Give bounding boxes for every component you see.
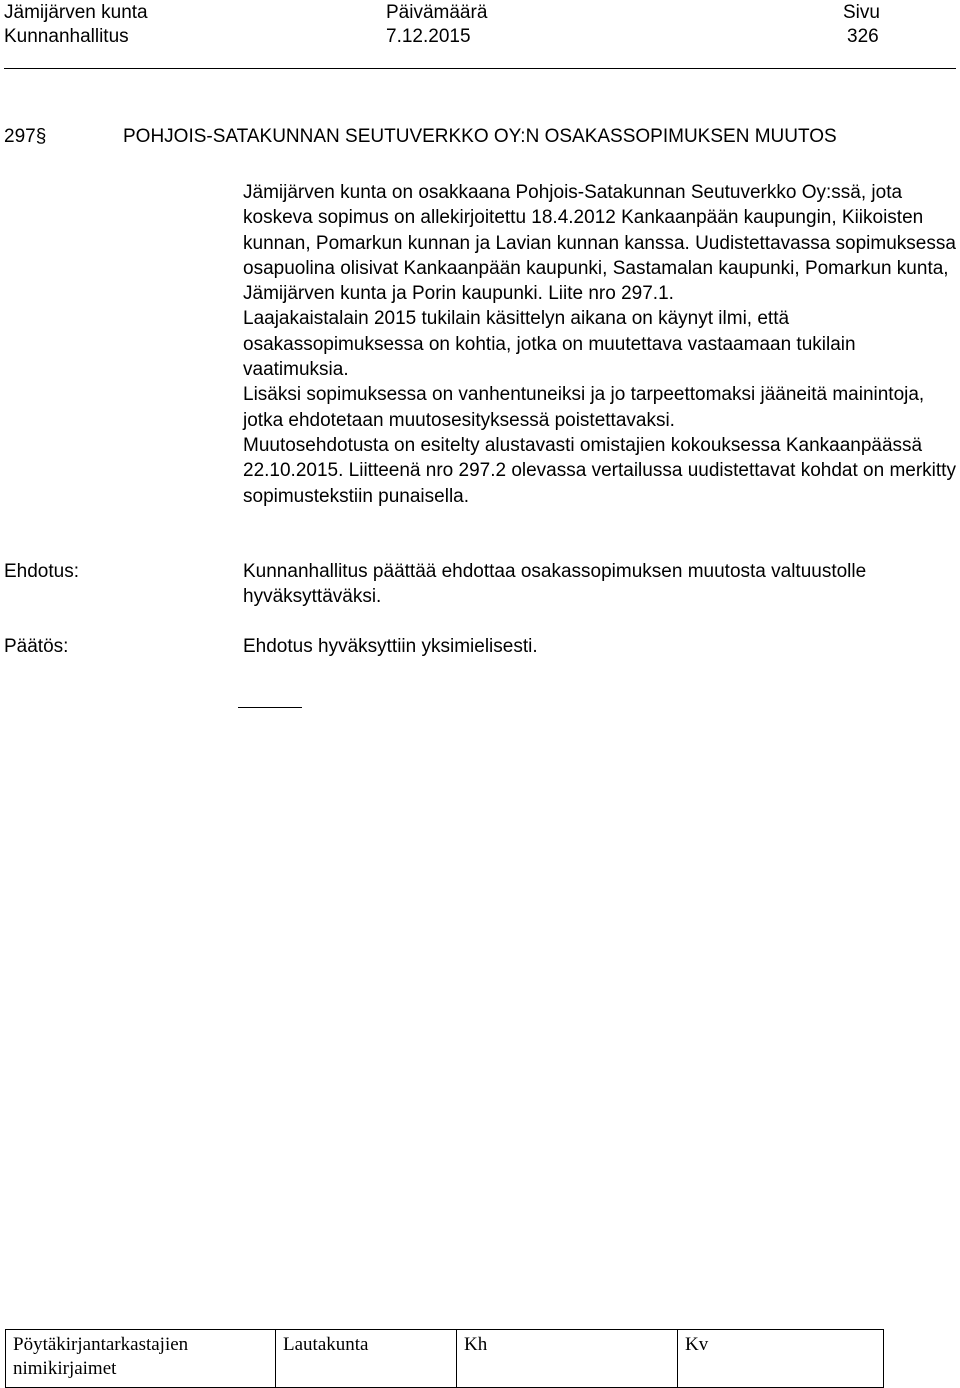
header-municipality: Jämijärven kunta: [4, 2, 148, 23]
header-body: Kunnanhallitus: [4, 26, 129, 47]
paragraph: Muutosehdotusta on esitelty alustavasti omistajien kokouksessa Kankaanpäässä 22.10.2015. Liitteenä nro 297.2 olevassa vertailussa uudistettavat kohdat on merkitty sopimustekstiin punaisella.: [243, 434, 956, 507]
header-date-label: Päivämäärä: [386, 2, 488, 23]
proposal-label: Ehdotus:: [4, 561, 79, 582]
decision-text: Ehdotus hyväksyttiin yksimielisesti.: [243, 636, 538, 657]
decision-label: Päätös:: [4, 636, 69, 657]
paragraph: Laajakaistalain 2015 tukilain käsittelyn aikana on käynyt ilmi, että osakassopimuksessa on kohtia, jotka on muutettava vastaamaan tukilain vaatimuksia.: [243, 308, 856, 381]
header-date: 7.12.2015: [386, 26, 471, 47]
footer-row: [6, 1330, 884, 1388]
section-sign: §: [35, 126, 47, 147]
body-text: [243, 180, 958, 509]
header-divider: [4, 68, 956, 69]
footer-signature-table: [5, 1329, 884, 1388]
item-title: POHJOIS-SATAKUNNAN SEUTUVERKKO OY:N OSAKASSOPIMUKSEN MUUTOS: [123, 126, 837, 147]
footer-board-cell: Lautakunta: [276, 1330, 457, 1388]
item-number: 297: [4, 126, 36, 147]
proposal-text: Kunnanhallitus päättää ehdottaa osakassopimuksen muutosta valtuustolle hyväksyttäväksi.: [243, 561, 867, 608]
footer-kh-cell: Kh: [457, 1330, 678, 1388]
header-page-number: 326: [847, 26, 879, 47]
paragraph: Lisäksi sopimuksessa on vanhentuneiksi ja jo tarpeettomaksi jääneitä mainintoja, jotka ehdotetaan muutosesityksessä poistettavaksi.: [243, 384, 925, 431]
end-rule: [238, 707, 302, 708]
footer-inspectors-cell: Pöytäkirjantarkastajien nimikirjaimet: [6, 1330, 276, 1388]
footer-kv-cell: Kv: [678, 1330, 884, 1388]
paragraph: Jämijärven kunta on osakkaana Pohjois-Satakunnan Seutuverkko Oy:ssä, jota koskeva sopimus on allekirjoitettu 18.4.2012 Kankaanpään kaupungin, Kiikoisten kunnan, Pomarkun kunnan ja Lavian kunnan kanssa. Uudistettavassa sopimuksessa osapuolina olisivat Kankaanpään kaupunki, Sastamalan kaupunki, Pomarkun kunta, Jämijärven kunta ja Porin kaupunki. Liite nro 297.1.: [243, 182, 956, 305]
item-number-line: [4, 124, 46, 150]
header-page-label: Sivu: [843, 2, 880, 23]
